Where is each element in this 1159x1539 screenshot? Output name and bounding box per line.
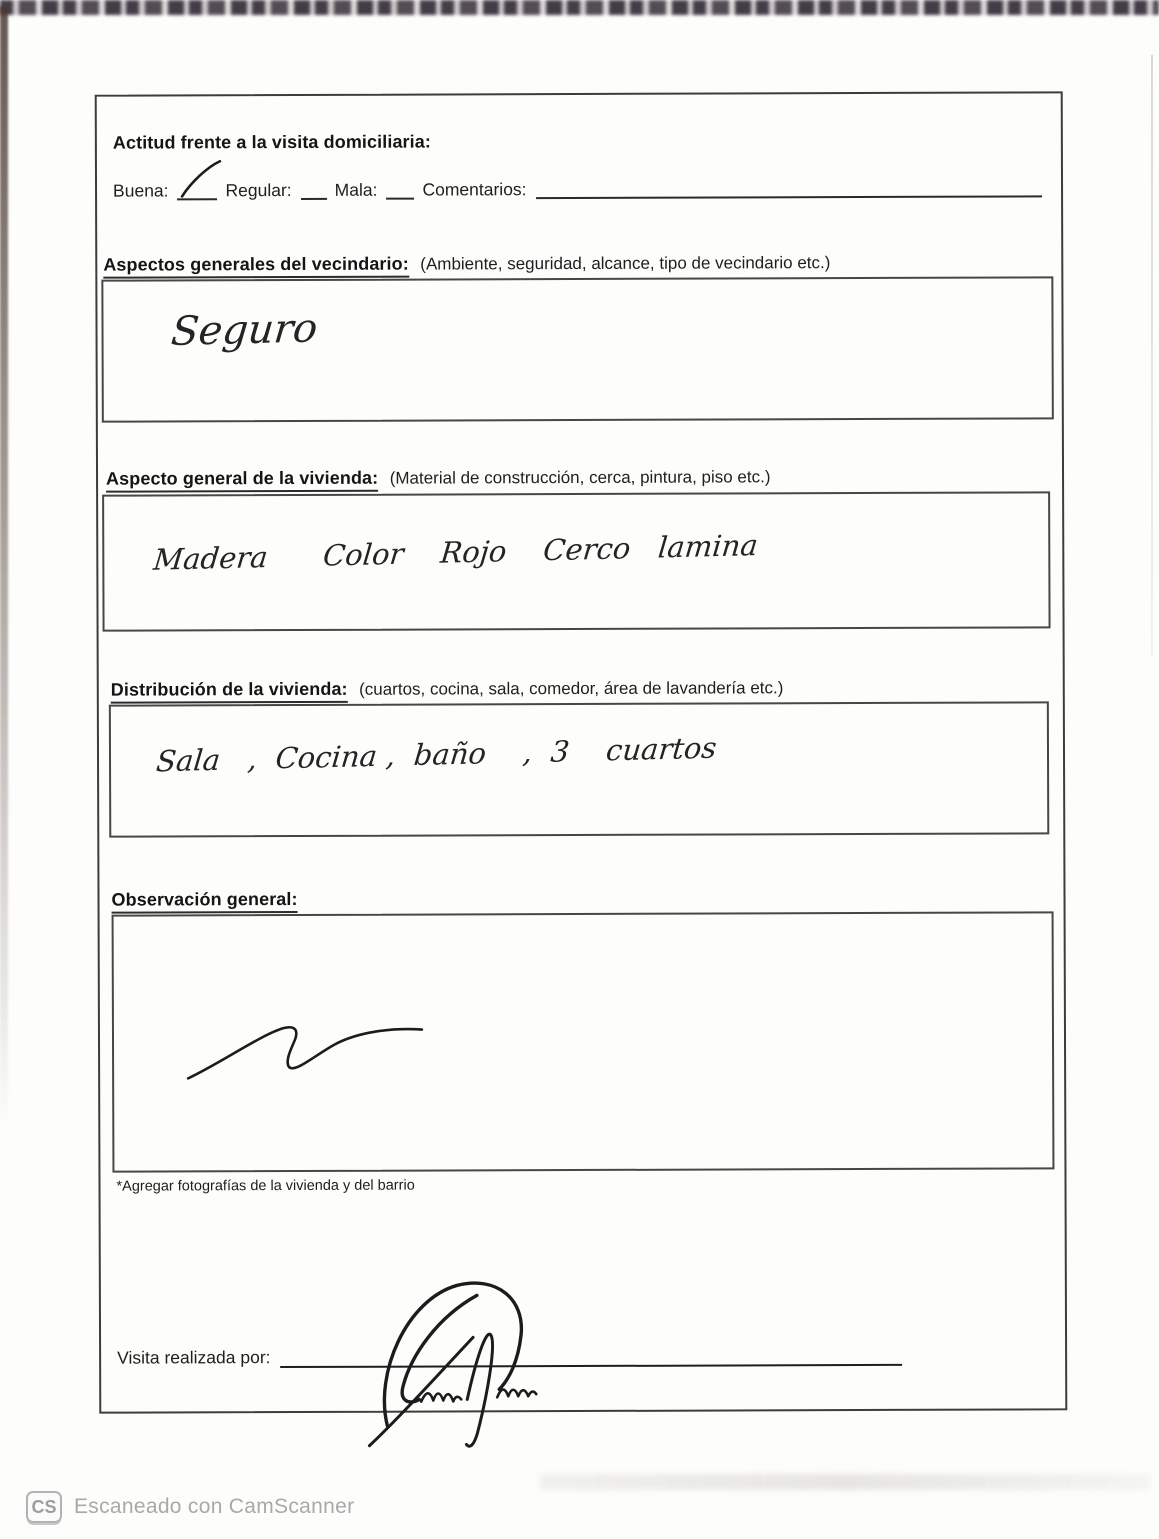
distribucion-handwritten-answer: Sala , Cocina , baño , 3 cuartos (154, 730, 719, 779)
scan-smudge-bottom (540, 1474, 1150, 1490)
section-title-observacion (111, 889, 297, 911)
camscanner-logo-icon: CS (26, 1491, 62, 1523)
section-title-vivienda-bold: Aspecto general de la vivienda: (106, 468, 378, 493)
section-title-actitud: Actitud frente a la visita domiciliaria: (112, 131, 431, 153)
regular-blank-line (301, 180, 327, 200)
observacion-answer-box (112, 911, 1055, 1172)
handwritten-scribble (182, 1018, 432, 1089)
handwritten-checkmark-icon (179, 158, 223, 200)
vivienda-handwritten-answer: Madera Color Rojo Cerco lamina (151, 528, 760, 577)
mala-blank-line (386, 180, 414, 200)
comentarios-label: Comentarios: (422, 179, 527, 200)
section-title-vecindario (103, 252, 830, 276)
section-title-vecindario-hint: (Ambiente, seguridad, alcance, tipo de vecindario etc.) (420, 253, 831, 274)
regular-label: Regular: (225, 180, 292, 201)
section-title-distribucion (111, 677, 784, 700)
vecindario-handwritten-answer: Seguro (169, 305, 320, 355)
vecindario-answer-box (101, 276, 1053, 422)
section-title-vivienda-hint: (Material de construcción, cerca, pintura, piso etc.) (389, 467, 771, 488)
form-outer-border (95, 91, 1068, 1413)
section-title-vivienda (106, 466, 771, 489)
signature (329, 1277, 590, 1448)
section-title-distribucion-hint: (cuartos, cocina, sala, comedor, área de lavandería etc.) (359, 678, 784, 699)
buena-blank-line (177, 180, 217, 200)
vivienda-answer-box (102, 491, 1050, 631)
scan-edge-artifact-top (0, 0, 1159, 15)
distribucion-answer-box (109, 701, 1049, 837)
camscanner-footer-text: Escaneado con CamScanner (74, 1495, 355, 1518)
section-title-distribucion-bold: Distribución de la vivienda: (111, 679, 348, 704)
scan-edge-artifact-left (0, 6, 8, 1126)
footnote-text: *Agregar fotografías de la vivienda y del barrio (116, 1177, 415, 1195)
scan-paper-edge-right (1151, 55, 1153, 655)
camscanner-footer (26, 1491, 354, 1523)
section-title-vecindario-bold: Aspectos generales del vecindario: (103, 254, 409, 279)
attitude-field-row (113, 177, 1042, 201)
mala-label: Mala: (334, 179, 378, 200)
section-title-observacion-bold: Observación general: (111, 889, 297, 914)
comentarios-blank-line (535, 177, 1041, 199)
visited-by-label: Visita realizada por: (117, 1347, 271, 1368)
buena-label: Buena: (113, 180, 169, 201)
